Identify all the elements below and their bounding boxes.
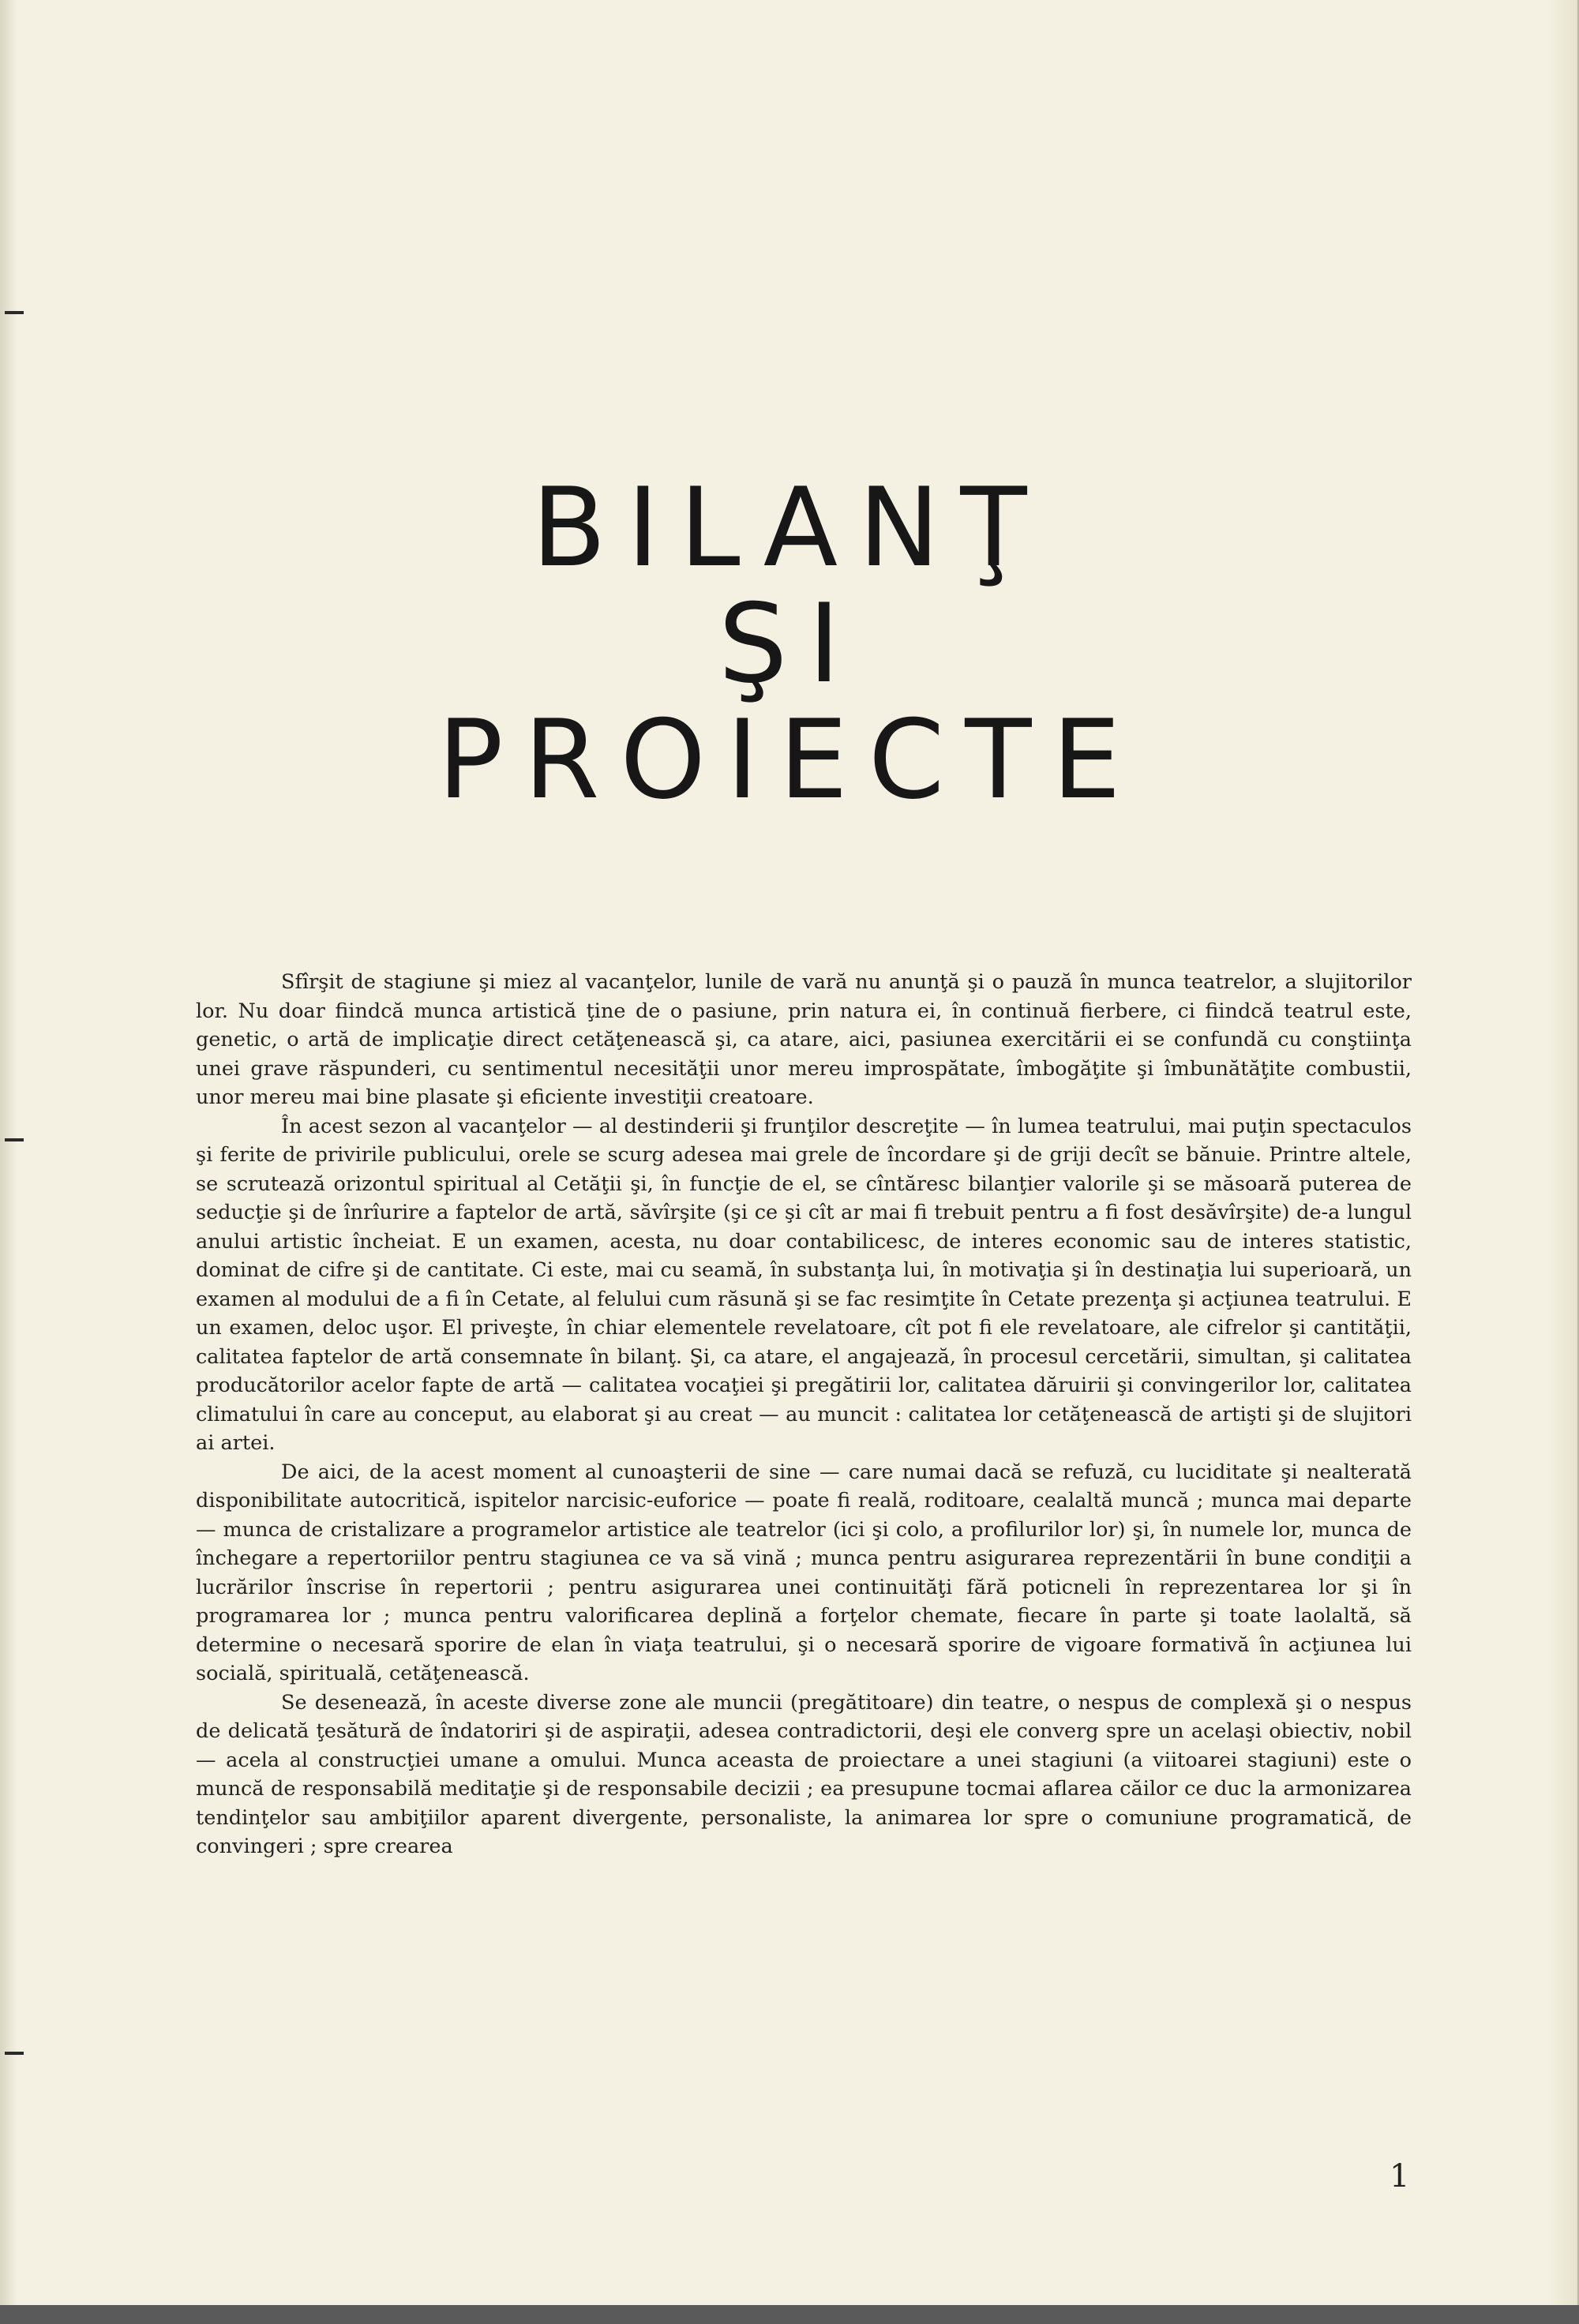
binding-mark — [5, 1138, 24, 1141]
paragraph-3: De aici, de la acest moment al cunoaşterii de sine — care numai dacă se refuză, cu luciditate şi nealterată disponibilitate autocritică, ispitelor narcisic-euforice — poate fi reală, roditoare, cealaltă muncă ; munca mai departe — munca de cristalizare a programelor artistice ale teatrelor (ici şi colo, a profilurilor lor) şi, în numele lor, munca de închegare a repertoriilor pentru stagiunea ce va să vină ; munca pentru asigurarea reprezentării în bune condiţii a lucrărilor înscrise în repertorii ; pentru asigurarea unei continuităţi fără poticneli în reprezentarea lor şi în programarea lor ; munca pentru valorificarea deplină a forţelor chemate, fiecare în parte şi toate laolaltă, să determine o necesară sporire de elan în viaţa teatrului, şi o necesară sporire de vigoare formativă în acţiunea lui socială, spirituală, cetăţenească. — [196, 1460, 1412, 1685]
page-number: 1 — [1390, 2158, 1410, 2195]
article-body — [196, 968, 1412, 1861]
scan-bottom-edge — [0, 2305, 1579, 2324]
paragraph-1: Sfîrşit de stagiune şi miez al vacanţelor, lunile de vară nu anunţă şi o pauză în munca teatrelor, a slujitorilor lor. Nu doar fiindcă munca artistică ţine de o pasiune, prin natura ei, în continuă fierbere, ci fiindcă teatrul este, genetic, o artă de implicaţie direct cetăţenească şi, ca atare, aici, pasiunea exercitării ei se confundă cu conştiinţa unei grave răspunderi, cu sentimentul necesităţii unor mereu improspătate, îmbogăţite şi îmbunătăţite combustii, unor mereu mai bine plasate şi eficiente investiţii creatoare. — [196, 970, 1412, 1109]
binding-mark — [5, 2052, 24, 2055]
article-title — [0, 464, 1579, 823]
page-edge — [1546, 0, 1577, 2305]
title-line-2: ŞI — [718, 580, 861, 707]
title-line-1: BILANŢ — [531, 464, 1048, 591]
paragraph-4: Se desenează, în aceste diverse zone ale muncii (pregătitoare) din teatre, o nespus de complexă şi o nespus de delicată ţesătură de îndatoriri şi de aspiraţii, adesea contradictorii, deşi ele converg spre un acelaşi obiectiv, nobil — acela al construcţiei umane a omului. Munca aceasta de proiectare a unei stagiuni (a viitoarei stagiuni) este o muncă de responsabilă meditaţie şi de responsabile decizii ; ea presupune tocmai aflarea căilor ce duc la armonizarea tendinţelor sau ambiţiilor aparent divergente, personaliste, la animarea lor spre o comuniune programatică, de convingeri ; spre crearea — [196, 1690, 1412, 1858]
title-line-3: PROIECTE — [437, 696, 1142, 823]
paragraph-2: În acest sezon al vacanţelor — al destinderii şi frunţilor descreţite — în lumea teatrului, mai puţin spectaculos şi ferite de privirile publicului, orele se scurg adesea mai grele de încordare şi de griji decît se bănuie. Printre altele, se scrutează orizontul spiritual al Cetăţii şi, în funcţie de el, se cîntăresc bilanţier valorile şi se măsoară puterea de seducţie şi de înrîurire a faptelor de artă, săvîrşite (şi ce şi cît ar mai fi trebuit pentru a fi fost desăvîrşite) de-a lungul anului artistic încheiat. E un examen, acesta, nu doar contabilicesc, de interes economic sau de interes statistic, dominat de cifre şi de cantitate. Ci este, mai cu seamă, în substanţa lui, în motivaţia şi în destinaţia lui superioară, un examen al modului de a fi în Cetate, al felului cum răsună şi se fac resimţite în Cetate prezenţa şi acţiunea teatrului. E un examen, deloc uşor. El priveşte, în chiar elementele revelatoare, cît pot fi ele revelatoare, ale cifrelor şi cantităţii, calitatea faptelor de artă consemnate în bilanţ. Şi, ca atare, el angajează, în procesul cercetării, simultan, şi calitatea producătorilor acelor fapte de artă — calitatea vocaţiei şi pregătirii lor, calitatea dăruirii şi convingerilor lor, calitatea climatului în care au conceput, au elaborat şi au creat — au muncit : calitatea lor cetăţenească de artişti şi de slujitori ai artei. — [196, 1114, 1412, 1455]
binding-mark — [5, 311, 24, 314]
spine-shadow — [0, 0, 17, 2305]
